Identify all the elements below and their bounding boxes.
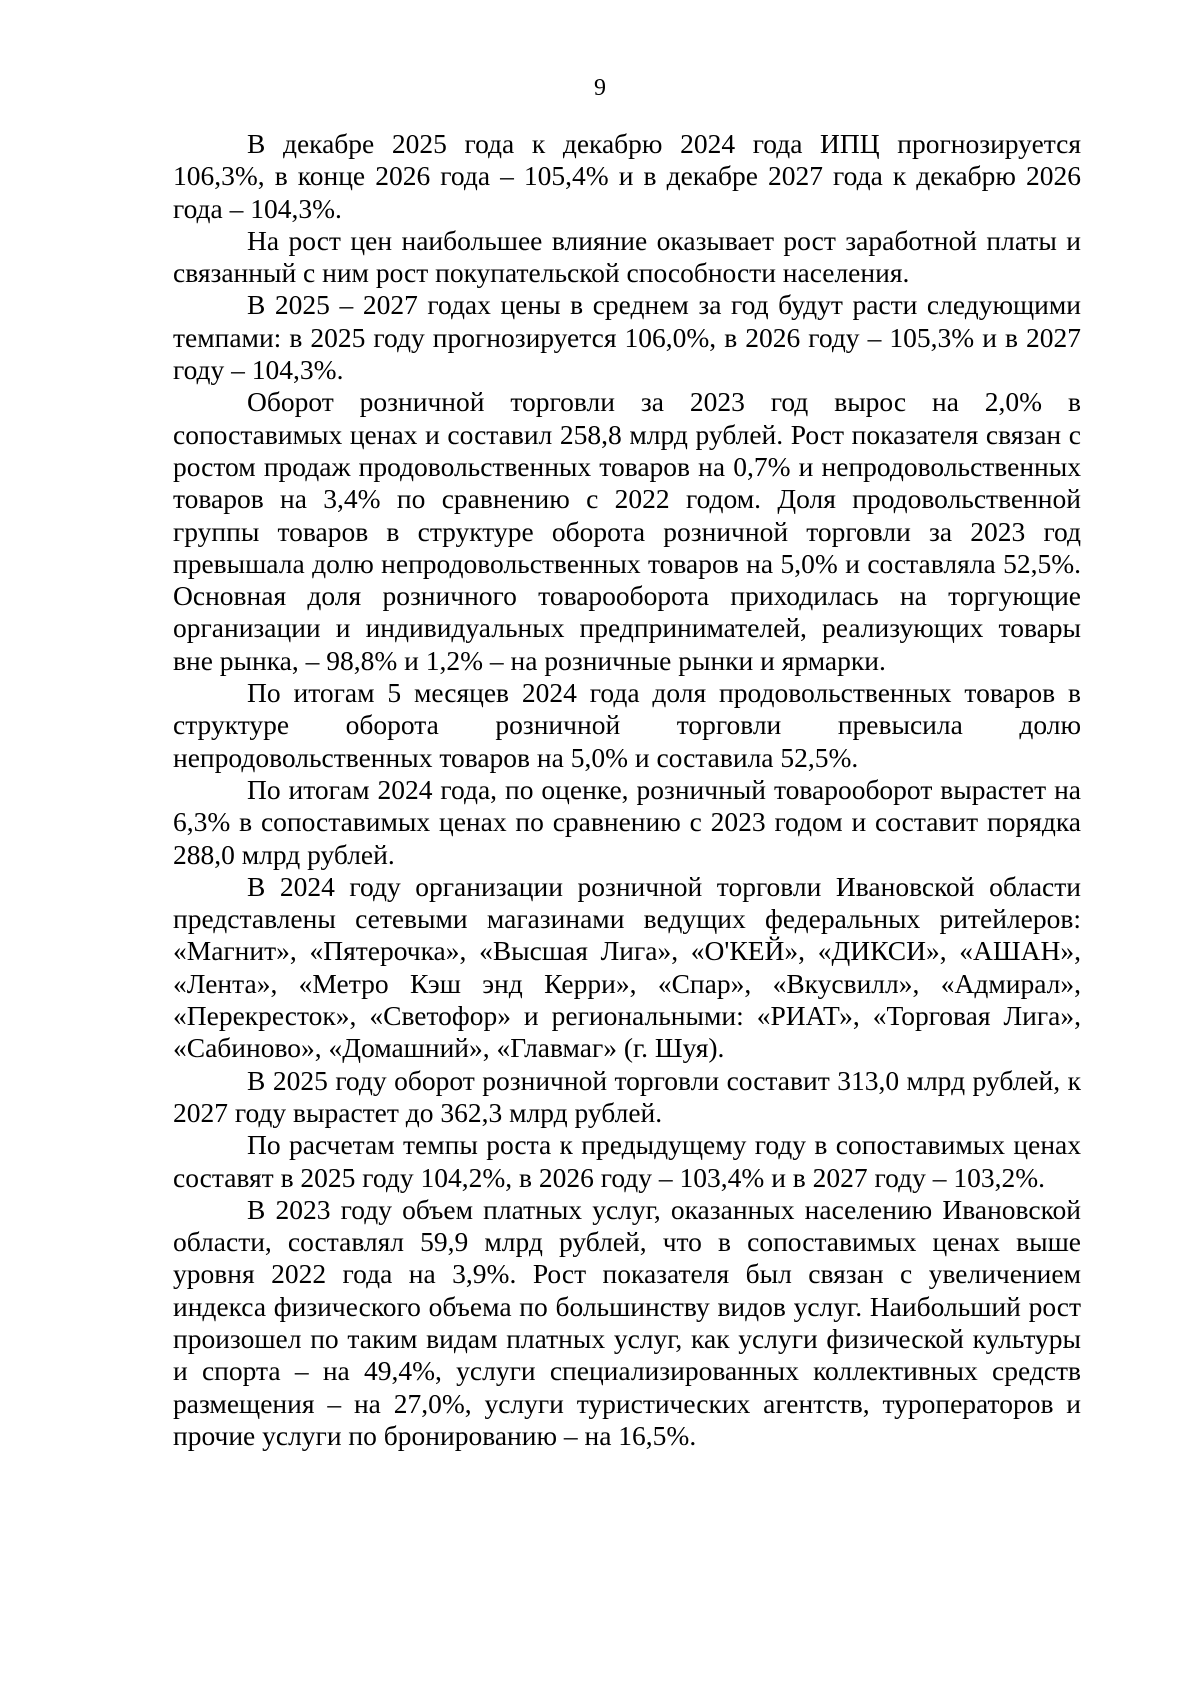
paragraph-retail-forecast-2025-2027: В 2025 году оборот розничной торговли составит 313,0 млрд рублей, к 2027 году вырастет до 362,3 млрд рублей. (173, 1064, 1081, 1128)
paragraph-average-price-rates: В 2025 – 2027 годах цены в среднем за год будут расти следующими темпами: в 2025 году прогнозируется 106,0%, в 2026 году – 105,3% и в 2027 году – 104,3%. (173, 289, 1081, 386)
paragraph-retail-chains: В 2024 году организации розничной торговли Ивановской области представлены сетевыми магазинами ведущих федеральных ритейлеров: «Магнит», «Пятерочка», «Высшая Лига», «О'КЕЙ», «ДИКСИ», «АШАН», «Лента», «Метро Кэш энд Керри», «Спар», «Вкусвилл», «Адмирал», «Перекресток», «Светофор» и региональными: «РИАТ», «Торговая Лига», «Сабиново», «Домашний», «Главмаг» (г. Шуя). (173, 870, 1081, 1064)
paragraph-price-growth-factors: На рост цен наибольшее влияние оказывает рост заработной платы и связанный с ним рост покупательской способности населения. (173, 224, 1081, 289)
page-number: 9 (594, 75, 606, 101)
paragraph-retail-estimate-2024: По итогам 2024 года, по оценке, розничный товарооборот вырастет на 6,3% в сопоставимых ценах по сравнению с 2023 годом и составит порядка 288,0 млрд рублей. (173, 773, 1081, 870)
paragraph-retail-turnover-2023: Оборот розничной торговли за 2023 год вырос на 2,0% в сопоставимых ценах и составил 258,8 млрд рублей. Рост показателя связан с ростом продаж продовольственных товаров на 0,7% и непродовольственных товаров на 3,4% по сравнению с 2022 годом. Доля продовольственной группы товаров в структуре оборота розничной торговли за 2023 год превышала долю непродовольственных товаров на 5,0% и составляла 52,5%. Основная доля розничного товарооборота приходилась на торгующие организации и индивидуальных предпринимателей, реализующих товары вне рынка, – 98,8% и 1,2% – на розничные рынки и ярмарки. (173, 386, 1081, 676)
paragraph-cpi-forecast: В декабре 2025 года к декабрю 2024 года ИПЦ прогнозируется 106,3%, в конце 2026 года – 105,4% и в декабре 2027 года к декабрю 2026 года – 104,3%. (173, 128, 1081, 224)
paragraph-growth-rates: По расчетам темпы роста к предыдущему году в сопоставимых ценах составят в 2025 году 104,2%, в 2026 году – 103,4% и в 2027 году – 103,2%. (173, 1129, 1081, 1193)
paragraph-paid-services: В 2023 году объем платных услуг, оказанных населению Ивановской области, составлял 59,9 млрд рублей, что в сопоставимых ценах выше уровня 2022 года на 3,9%. Рост показателя был связан с увеличением индекса физического объема по большинству видов услуг. Наибольший рост произошел по таким видам платных услуг, как услуги физической культуры и спорта – на 49,4%, услуги специализированных коллективных средств размещения – на 27,0%, услуги туристических агентств, туроператоров и прочие услуги по бронированию – на 16,5%. (173, 1193, 1081, 1451)
document-body (173, 128, 1081, 1452)
paragraph-food-share-5-months: По итогам 5 месяцев 2024 года доля продовольственных товаров в структуре оборота розничной торговли превысила долю непродовольственных товаров на 5,0% и составила 52,5%. (173, 677, 1081, 773)
